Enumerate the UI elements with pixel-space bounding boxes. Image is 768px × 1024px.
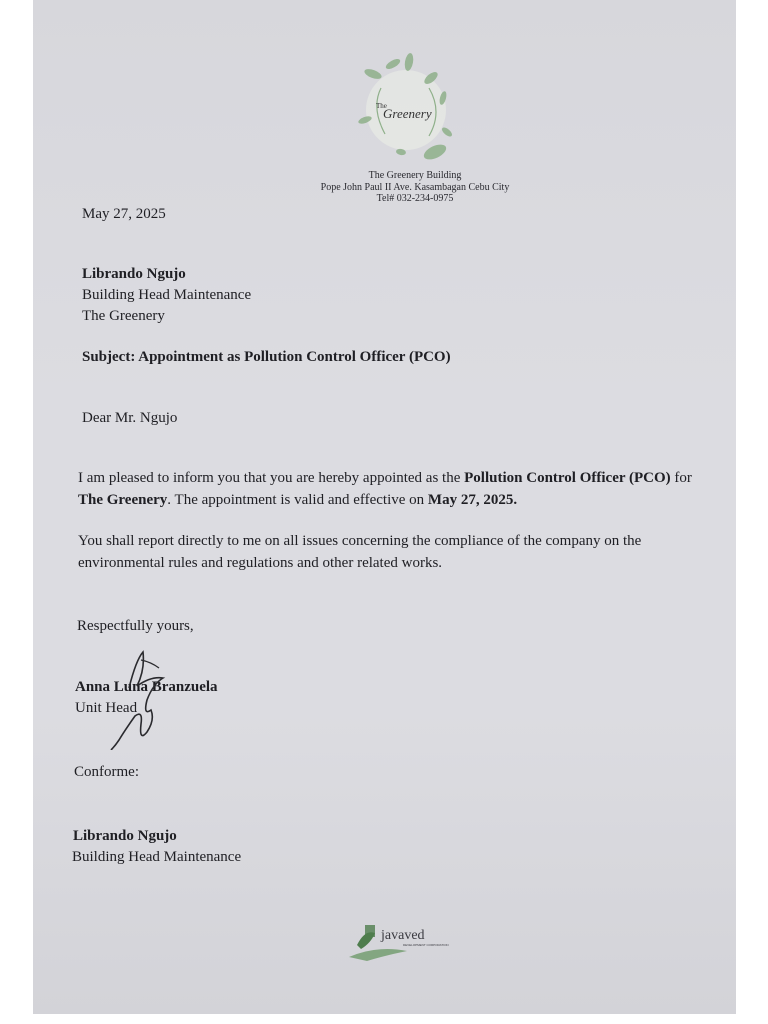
body-paragraph-2: You shall report directly to me on all issues concerning the compliance of the company on the environmental rules and regulations and other related works. <box>78 533 642 571</box>
recipient-name: Librando Ngujo <box>82 266 186 282</box>
letterhead-tel: Tel# 032-234-0975 <box>376 193 454 204</box>
footer-logo-name: javaved <box>381 928 425 943</box>
logo-name: Greenery <box>383 106 432 121</box>
footer-logo-tagline: DEVELOPMENT CORPORATION <box>403 943 449 947</box>
letter-subject: Subject: Appointment as Pollution Control Officer (PCO) <box>82 349 451 365</box>
salutation: Dear Mr. Ngujo <box>82 410 178 426</box>
letter-date: May 27, 2025 <box>82 206 166 222</box>
conforme-name: Librando Ngujo <box>73 828 177 844</box>
signatory-name: Anna Luna Branzuela <box>75 679 218 695</box>
recipient-company: The Greenery <box>82 308 165 324</box>
logo-prefix: The <box>376 102 387 110</box>
handwritten-signature <box>81 640 181 750</box>
recipient-title: Building Head Maintenance <box>82 287 252 303</box>
conforme-title: Building Head Maintenance <box>72 849 242 865</box>
body-paragraph-1: I am pleased to inform you that you are hereby appointed as the Pollution Control Officer (PCO) for The Greenery. The appointment is valid and effective on May 27, 2025. <box>78 470 692 508</box>
greenery-logo <box>351 48 461 168</box>
signatory-title: Unit Head <box>75 700 138 716</box>
letterhead-building: The Greenery Building <box>368 170 462 181</box>
javaved-logo <box>347 915 467 965</box>
closing: Respectfully yours, <box>77 618 194 634</box>
conforme-label: Conforme: <box>74 764 139 780</box>
letterhead-address: Pope John Paul II Ave. Kasambagan Cebu City <box>320 182 510 193</box>
letter-page <box>33 0 736 1014</box>
